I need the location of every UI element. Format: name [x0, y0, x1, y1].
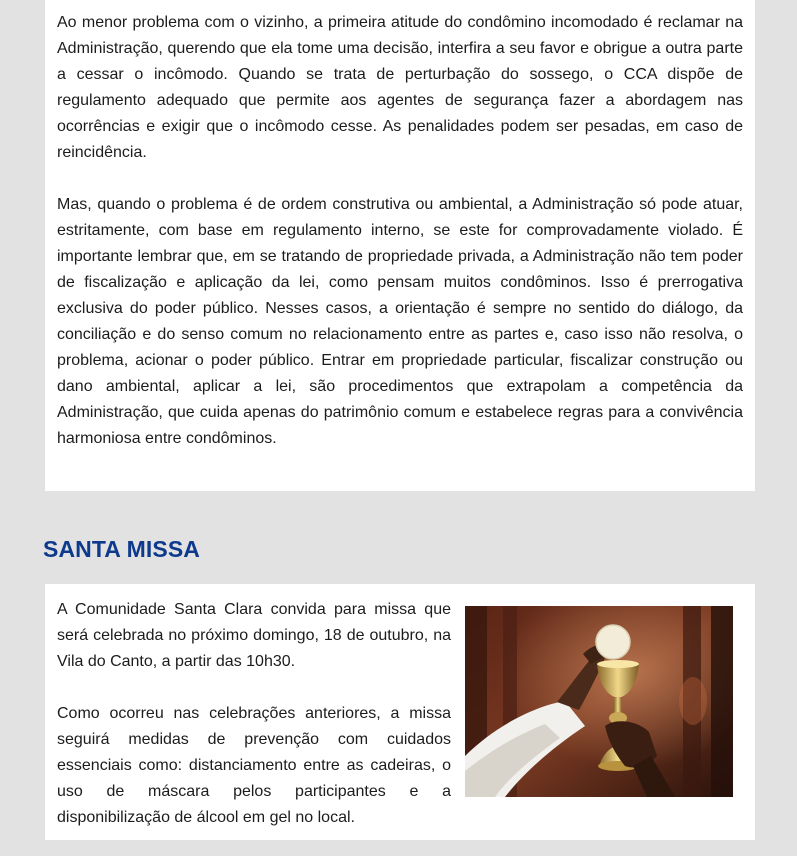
article-card-condominio — [45, 0, 755, 491]
section-title-santa-missa: SANTA MISSA — [43, 536, 200, 562]
missa-paragraph-1: A Comunidade Santa Clara convida para missa que será celebrada no próximo domingo, 18 de outubro, na Vila do Canto, a partir das 10h30. — [57, 601, 451, 670]
article-card-santa-missa — [45, 584, 755, 840]
missa-photo-chalice — [465, 606, 733, 797]
missa-text-column — [57, 597, 451, 831]
article-paragraph-1: Ao menor problema com o vizinho, a primeira atitude do condômino incomodado é reclamar na Administração, querendo que ela tome uma decisão, interfira a seu favor e obrigue a outra parte a cessar o incômodo. Quando se trata de perturbação do sossego, o CCA dispõe de regulamento adequado que permite aos agentes de segurança fazer a abordagem nas ocorrências e exigir que o incômodo cesse. As penalidades podem ser pesadas, em caso de reincidência. — [57, 14, 743, 161]
missa-paragraph-2: Como ocorreu nas celebrações anteriores, a missa seguirá medidas de prevenção com cuidados essenciais como: distanciamento entre as cadeiras, o uso de máscara pelos participantes e a disponibilização de álcool em gel no local. — [57, 705, 451, 826]
article-paragraph-2: Mas, quando o problema é de ordem construtiva ou ambiental, a Administração só pode atuar, estritamente, com base em regulamento interno, se este for comprovadamente violado. É importante lembrar que, em se tratando de propriedade privada, a Administração não tem poder de fiscalização e aplicação da lei, como pensam muitos condôminos. Isso é prerrogativa exclusiva do poder público. Nesses casos, a orientação é sempre no sentido do diálogo, da conciliação e do senso comum no relacionamento entre as partes e, caso isso não resolva, o problema, acionar o poder público. Entrar em propriedade particular, fiscalizar construção ou dano ambiental, aplicar a lei, são procedimentos que extrapolam a competência da Administração, que cuida apenas do patrimônio comum e estabelece regras para a convivência harmoniosa entre condôminos. — [57, 196, 743, 447]
